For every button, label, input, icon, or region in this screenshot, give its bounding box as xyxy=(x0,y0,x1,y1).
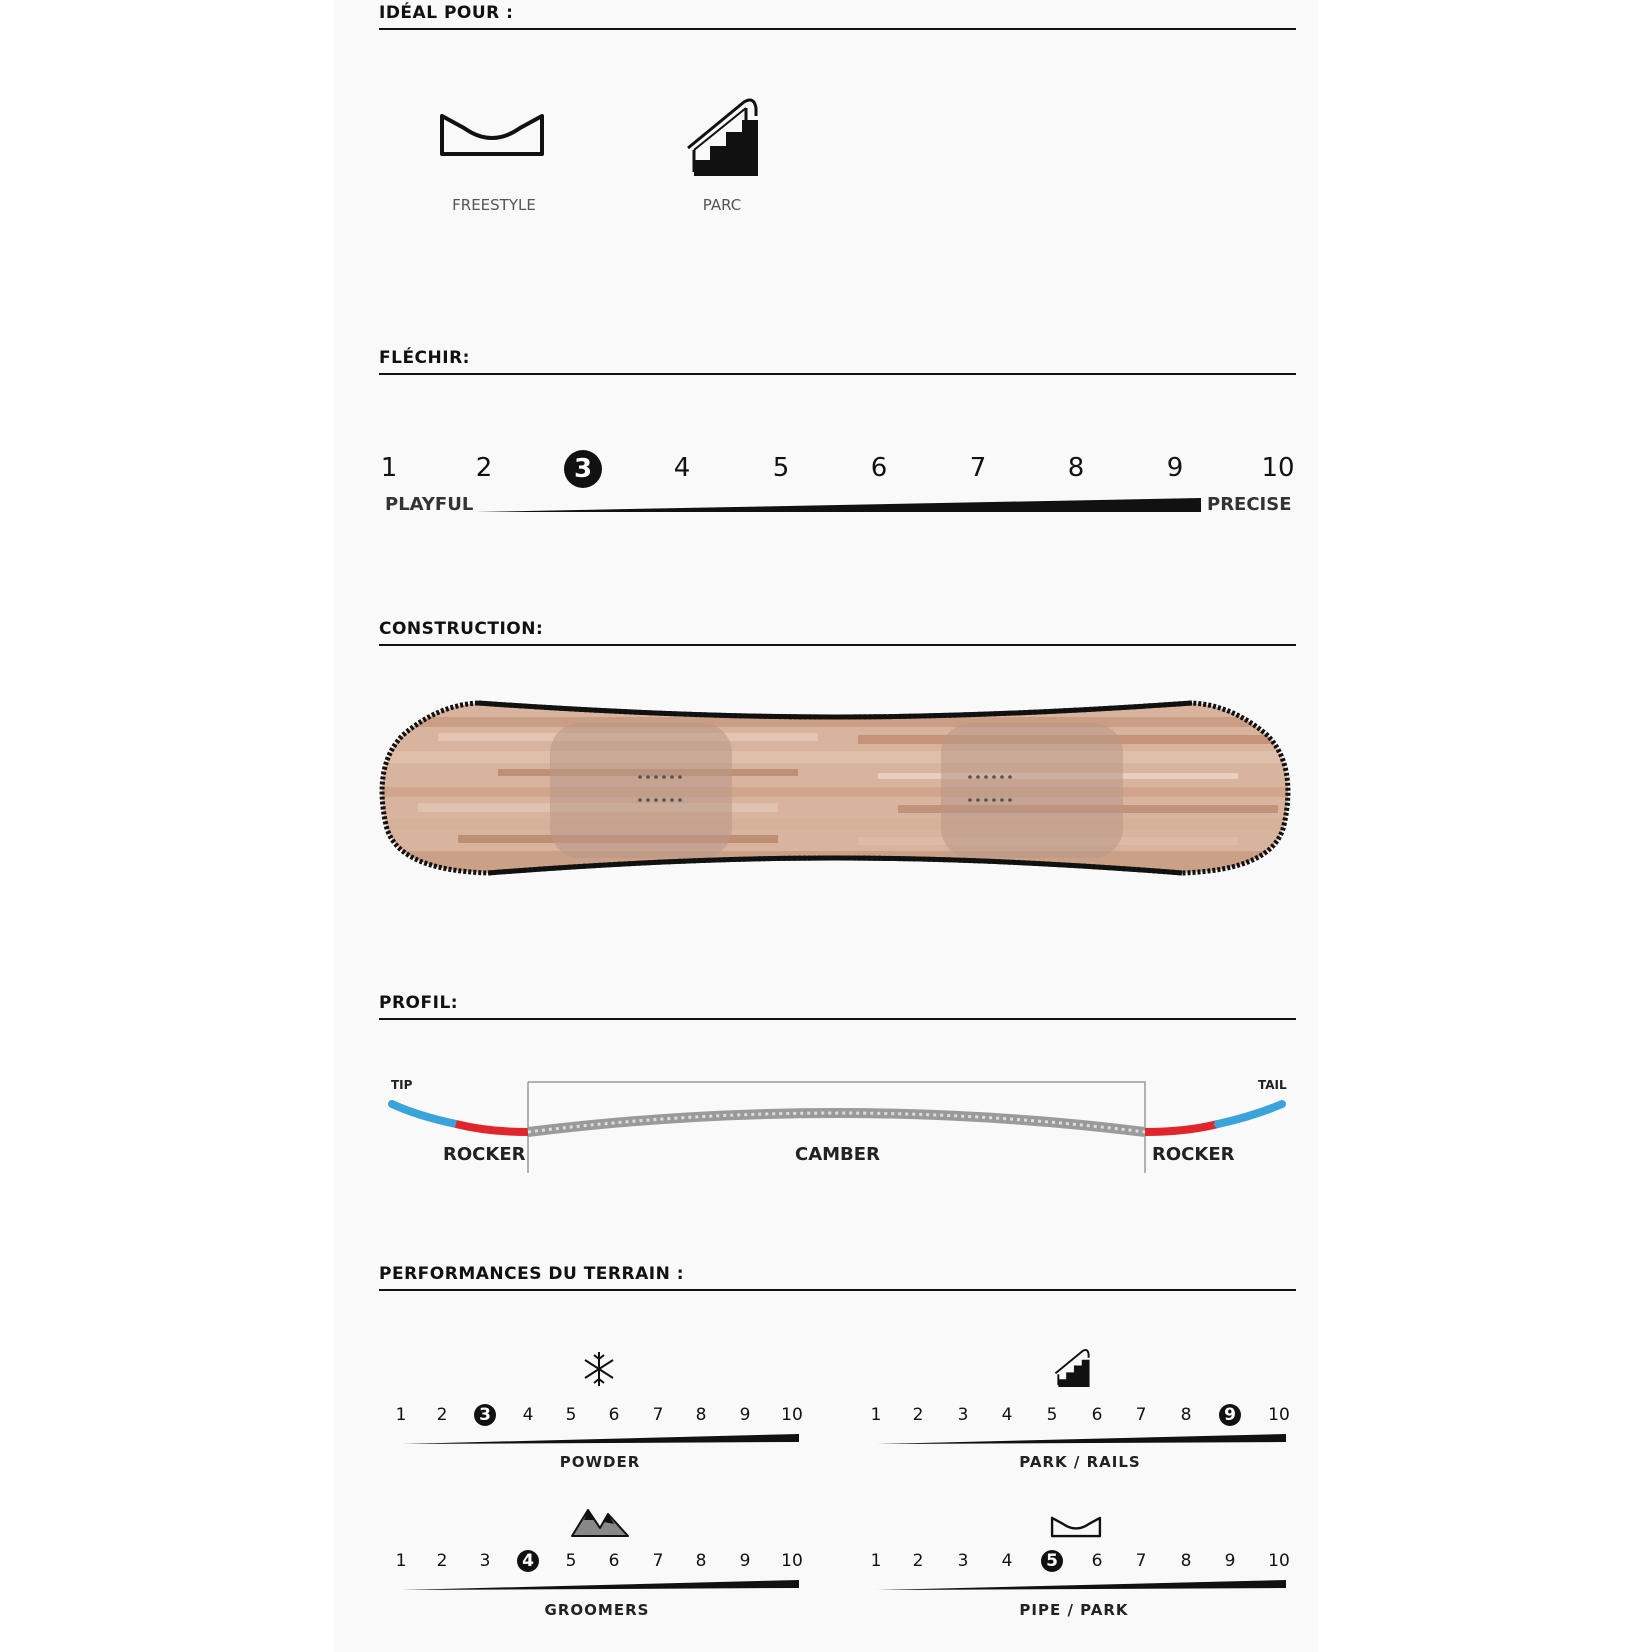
powder-scale-3-selected: 3 xyxy=(474,1404,496,1426)
snowboard-core-image xyxy=(378,695,1292,880)
powder-scale-1: 1 xyxy=(395,1405,407,1425)
powder-label: POWDER xyxy=(559,1453,641,1471)
groomers-scale-6: 6 xyxy=(608,1551,620,1571)
pipe-park-wedge xyxy=(877,1578,1287,1592)
groomers-scale-4-selected: 4 xyxy=(517,1550,539,1572)
pipe-park-scale-5-selected: 5 xyxy=(1041,1550,1063,1572)
construction-rule xyxy=(379,644,1296,646)
park-rails-scale-3: 3 xyxy=(957,1405,969,1425)
groomers-scale-2: 2 xyxy=(436,1551,448,1571)
ideal-label-freestyle: FREESTYLE xyxy=(452,196,536,214)
park-rails-scale-7: 7 xyxy=(1135,1405,1147,1425)
profile-rule xyxy=(379,1018,1296,1020)
snowflake-icon xyxy=(582,1350,616,1388)
powder-scale-5: 5 xyxy=(565,1405,577,1425)
powder-scale-4: 4 xyxy=(522,1405,534,1425)
park-rails-scale-2: 2 xyxy=(912,1405,924,1425)
powder-scale-9: 9 xyxy=(739,1405,751,1425)
flex-scale-9: 9 xyxy=(1166,453,1184,483)
flex-right-label: PRECISE xyxy=(1207,494,1292,515)
park-rails-scale-5: 5 xyxy=(1046,1405,1058,1425)
profile-title: PROFIL: xyxy=(379,993,459,1013)
groomers-wedge xyxy=(402,1578,800,1592)
groomers-scale-10: 10 xyxy=(781,1551,803,1571)
groomers-scale-7: 7 xyxy=(652,1551,664,1571)
pipe-park-scale-1: 1 xyxy=(870,1551,882,1571)
park-rails-label: PARK / RAILS xyxy=(1019,1453,1141,1471)
park-rails-wedge xyxy=(877,1432,1287,1446)
pipe-park-scale-10: 10 xyxy=(1268,1551,1290,1571)
powder-scale-8: 8 xyxy=(695,1405,707,1425)
pipe-park-scale-4: 4 xyxy=(1001,1551,1013,1571)
groomers-label: GROOMERS xyxy=(544,1601,650,1619)
flex-scale-3-selected: 3 xyxy=(564,450,602,488)
ideal-rule xyxy=(379,28,1296,30)
profile-rocker-left: ROCKER xyxy=(443,1144,526,1165)
halfpipe-icon xyxy=(440,112,544,158)
flex-rule xyxy=(379,373,1296,375)
groomers-scale-3: 3 xyxy=(479,1551,491,1571)
park-rails-scale-4: 4 xyxy=(1001,1405,1013,1425)
groomers-scale-8: 8 xyxy=(695,1551,707,1571)
rail-stairs-icon xyxy=(684,96,760,178)
groomers-scale-9: 9 xyxy=(739,1551,751,1571)
ideal-label-parc: PARC xyxy=(702,196,742,214)
park-rails-scale-9-selected: 9 xyxy=(1219,1404,1241,1426)
pipe-park-label: PIPE / PARK xyxy=(1019,1601,1129,1619)
terrain-title: PERFORMANCES DU TERRAIN : xyxy=(379,1264,685,1284)
flex-scale-10: 10 xyxy=(1261,453,1295,483)
powder-scale-6: 6 xyxy=(608,1405,620,1425)
flex-scale-5: 5 xyxy=(772,453,790,483)
pipe-park-scale-2: 2 xyxy=(912,1551,924,1571)
flex-title: FLÉCHIR: xyxy=(379,348,470,368)
park-rails-scale-8: 8 xyxy=(1180,1405,1192,1425)
groomers-scale-5: 5 xyxy=(565,1551,577,1571)
pipe-park-scale-9: 9 xyxy=(1224,1551,1236,1571)
pipe-park-scale-3: 3 xyxy=(957,1551,969,1571)
rail-stairs-icon-small xyxy=(1052,1348,1092,1388)
profile-tail-label: TAIL xyxy=(1258,1078,1287,1092)
mountains-icon xyxy=(570,1500,630,1538)
terrain-rule xyxy=(379,1289,1296,1291)
pipe-park-scale-6: 6 xyxy=(1091,1551,1103,1571)
powder-scale-10: 10 xyxy=(781,1405,803,1425)
powder-scale-2: 2 xyxy=(436,1405,448,1425)
park-rails-scale-1: 1 xyxy=(870,1405,882,1425)
flex-scale-1: 1 xyxy=(380,453,398,483)
flex-scale-7: 7 xyxy=(969,453,987,483)
groomers-scale-1: 1 xyxy=(395,1551,407,1571)
powder-wedge xyxy=(402,1432,800,1446)
pipe-park-scale-8: 8 xyxy=(1180,1551,1192,1571)
park-rails-scale-10: 10 xyxy=(1268,1405,1290,1425)
flex-scale-2: 2 xyxy=(475,453,493,483)
powder-scale-7: 7 xyxy=(652,1405,664,1425)
profile-camber: CAMBER xyxy=(795,1144,880,1165)
construction-title: CONSTRUCTION: xyxy=(379,619,544,639)
halfpipe-icon-small xyxy=(1050,1516,1102,1538)
park-rails-scale-6: 6 xyxy=(1091,1405,1103,1425)
flex-wedge xyxy=(475,495,1202,515)
pipe-park-scale-7: 7 xyxy=(1135,1551,1147,1571)
flex-scale-4: 4 xyxy=(673,453,691,483)
flex-scale-8: 8 xyxy=(1067,453,1085,483)
profile-rocker-right: ROCKER xyxy=(1152,1144,1235,1165)
flex-scale-6: 6 xyxy=(870,453,888,483)
flex-left-label: PLAYFUL xyxy=(385,494,474,515)
ideal-title: IDÉAL POUR : xyxy=(379,3,514,23)
profile-tip-label: TIP xyxy=(391,1078,413,1092)
